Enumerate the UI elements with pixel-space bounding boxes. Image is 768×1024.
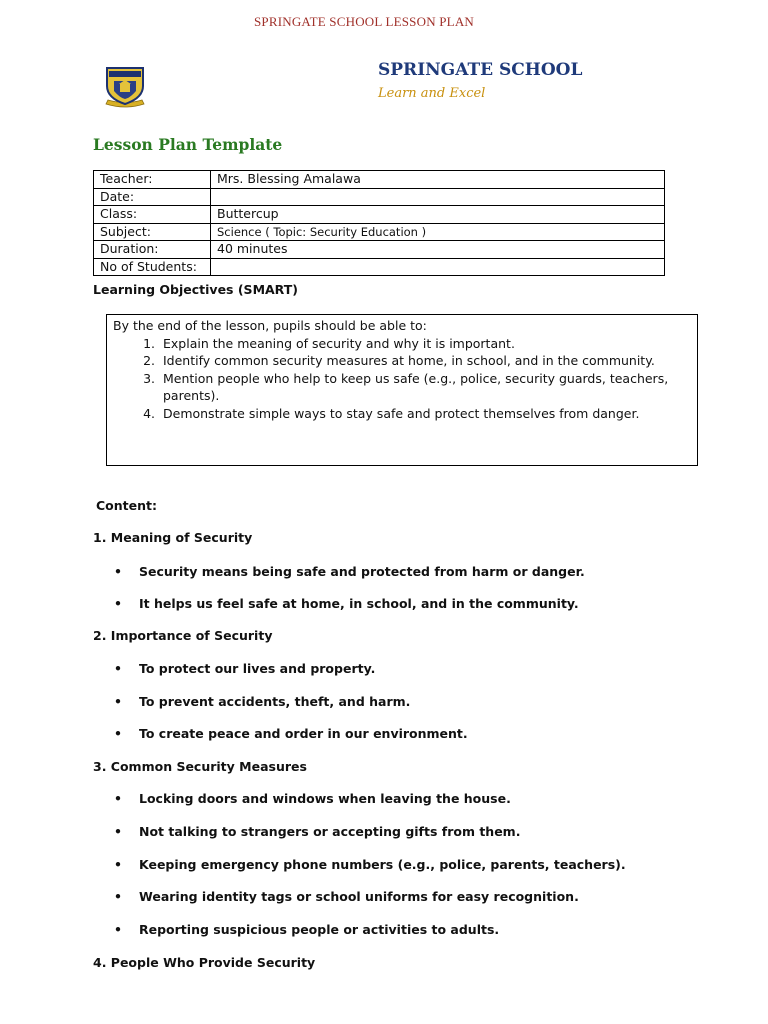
school-motto: Learn and Excel (378, 86, 486, 101)
document-title: Lesson Plan Template (93, 135, 283, 154)
section-title: 2. Importance of Security (93, 628, 273, 643)
bullet-text: To protect our lives and property. (139, 661, 376, 676)
bullet-text: Reporting suspicious people or activities to adults. (139, 922, 500, 937)
bullet-text: It helps us feel safe at home, in school, and in the community. (139, 596, 579, 611)
row-value: 40 minutes (211, 241, 665, 259)
list-item: • Not talking to strangers or accepting gifts from them. (114, 824, 521, 839)
row-value: Mrs. Blessing Amalawa (211, 171, 665, 189)
list-item: • Keeping emergency phone numbers (e.g., police, parents, teachers). (114, 857, 626, 872)
content-heading: Content: (96, 498, 157, 513)
objective-item: 1. Explain the meaning of security and why it is important. (159, 335, 697, 353)
row-value: Buttercup (211, 206, 665, 224)
table-row (94, 188, 665, 206)
row-label: Date: (94, 188, 211, 206)
table-row (94, 223, 665, 241)
objectives-heading: Learning Objectives (SMART) (93, 282, 298, 297)
row-value: Science ( Topic: Security Education ) (211, 223, 665, 241)
bullet-text: To prevent accidents, theft, and harm. (139, 694, 411, 709)
section-title: 1. Meaning of Security (93, 530, 253, 545)
list-item: • To create peace and order in our environment. (114, 726, 468, 741)
list-item: • To prevent accidents, theft, and harm. (114, 694, 411, 709)
objective-item: 3. Mention people who help to keep us safe (e.g., police, security guards, teachers, parents). (159, 370, 697, 405)
row-value (211, 188, 665, 206)
bullet-text: Locking doors and windows when leaving the house. (139, 791, 511, 806)
list-item: • Wearing identity tags or school uniforms for easy recognition. (114, 889, 579, 904)
objective-item: 2. Identify common security measures at home, in school, and in the community. (159, 352, 697, 370)
list-item: • Locking doors and windows when leaving the house. (114, 791, 511, 806)
bullet-text: Keeping emergency phone numbers (e.g., police, parents, teachers). (139, 857, 626, 872)
table-row (94, 171, 665, 189)
bullet-text: Security means being safe and protected from harm or danger. (139, 564, 585, 579)
row-label: Duration: (94, 241, 211, 259)
lesson-info-table (93, 170, 665, 276)
list-item: • To protect our lives and property. (114, 661, 376, 676)
running-header: SPRINGATE SCHOOL LESSON PLAN (253, 14, 474, 29)
bullet-text: Not talking to strangers or accepting gifts from them. (139, 824, 521, 839)
objectives-box (106, 314, 698, 466)
row-label: Teacher: (94, 171, 211, 189)
objectives-list (107, 335, 697, 423)
section-title: 3. Common Security Measures (93, 759, 307, 774)
row-label: Class: (94, 206, 211, 224)
table-row (94, 241, 665, 259)
row-label: Subject: (94, 223, 211, 241)
row-value (211, 258, 665, 276)
table-row (94, 206, 665, 224)
bullet-text: To create peace and order in our environment. (139, 726, 468, 741)
list-item: • It helps us feel safe at home, in school, and in the community. (114, 596, 579, 611)
list-item: • Security means being safe and protected from harm or danger. (114, 564, 585, 579)
row-label: No of Students: (94, 258, 211, 276)
objectives-intro: By the end of the lesson, pupils should be able to: (113, 318, 427, 333)
school-name: SPRINGATE SCHOOL (378, 60, 583, 80)
section-title: 4. People Who Provide Security (93, 955, 316, 970)
bullet-text: Wearing identity tags or school uniforms for easy recognition. (139, 889, 579, 904)
objective-item: 4. Demonstrate simple ways to stay safe and protect themselves from danger. (159, 405, 697, 423)
school-crest-icon (100, 60, 150, 108)
table-row (94, 258, 665, 276)
list-item: • Reporting suspicious people or activities to adults. (114, 922, 500, 937)
